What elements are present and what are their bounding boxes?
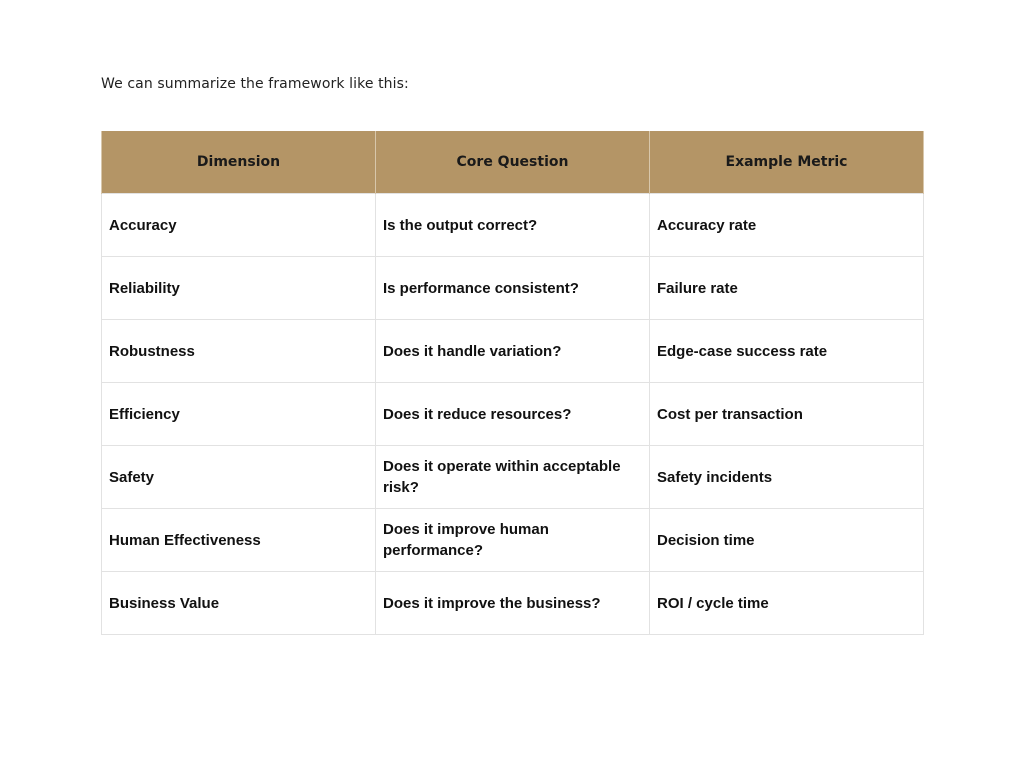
header-example-metric: Example Metric (650, 131, 924, 194)
cell-core-question: Does it operate within acceptable risk? (376, 446, 650, 509)
header-dimension: Dimension (102, 131, 376, 194)
intro-text: We can summarize the framework like this: (101, 76, 409, 92)
table-row (102, 572, 924, 635)
table-row (102, 446, 924, 509)
cell-dimension: Human Effectiveness (102, 509, 376, 572)
cell-dimension: Efficiency (102, 383, 376, 446)
cell-example-metric: Accuracy rate (650, 194, 924, 257)
table-row (102, 383, 924, 446)
table-row (102, 320, 924, 383)
cell-example-metric: Decision time (650, 509, 924, 572)
cell-example-metric: ROI / cycle time (650, 572, 924, 635)
cell-dimension: Safety (102, 446, 376, 509)
cell-core-question: Does it improve the business? (376, 572, 650, 635)
cell-core-question: Does it reduce resources? (376, 383, 650, 446)
header-core-question: Core Question (376, 131, 650, 194)
cell-example-metric: Failure rate (650, 257, 924, 320)
cell-core-question: Does it improve human performance? (376, 509, 650, 572)
table-row (102, 194, 924, 257)
table-row (102, 509, 924, 572)
cell-dimension: Robustness (102, 320, 376, 383)
cell-dimension: Accuracy (102, 194, 376, 257)
cell-core-question: Is the output correct? (376, 194, 650, 257)
cell-dimension: Reliability (102, 257, 376, 320)
cell-example-metric: Safety incidents (650, 446, 924, 509)
cell-core-question: Does it handle variation? (376, 320, 650, 383)
table-header-row (102, 131, 924, 194)
cell-example-metric: Edge-case success rate (650, 320, 924, 383)
cell-dimension: Business Value (102, 572, 376, 635)
cell-core-question: Is performance consistent? (376, 257, 650, 320)
table-row (102, 257, 924, 320)
cell-example-metric: Cost per transaction (650, 383, 924, 446)
framework-table (101, 131, 924, 635)
